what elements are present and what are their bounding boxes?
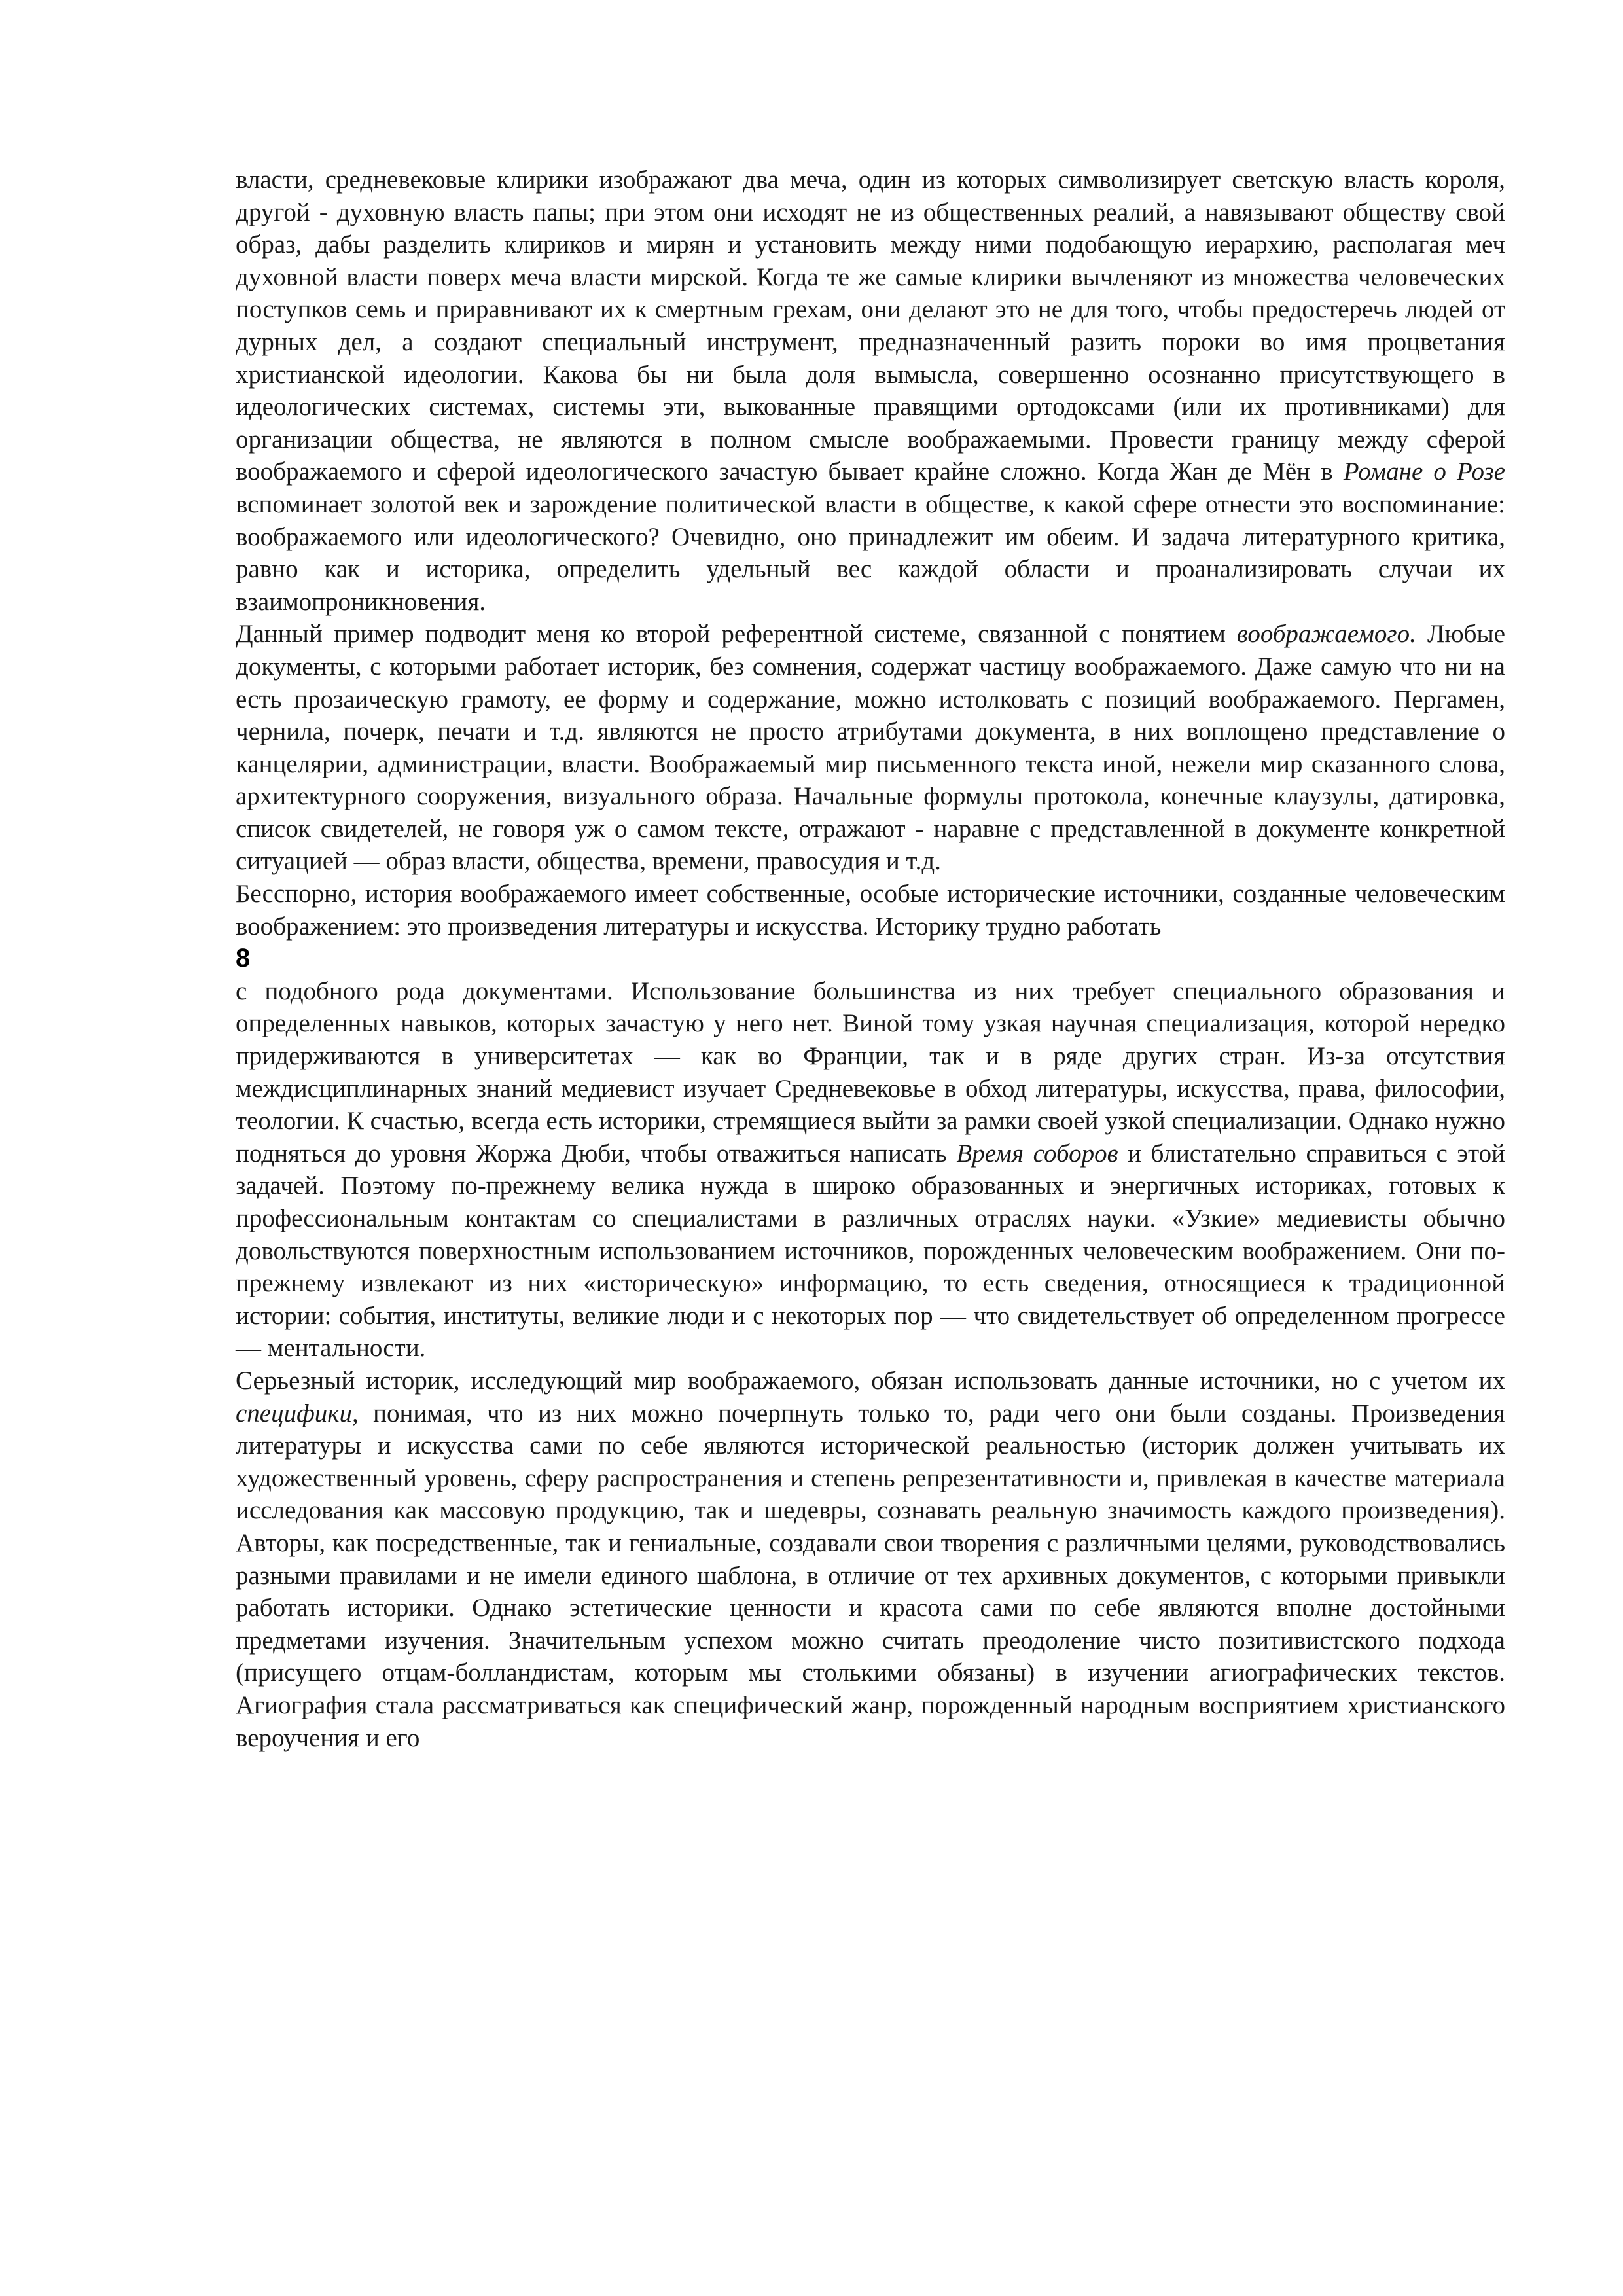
italic-term-spetsifiki: специфики, — [236, 1399, 359, 1427]
italic-book-title-vremya-soborov: Время соборов — [956, 1139, 1118, 1168]
italic-book-title-roman-o-roze: Романе о Розе — [1343, 457, 1505, 486]
paragraph-5 — [236, 1365, 1505, 1754]
paragraph-2-text-0: Бесспорно, история воображаемого имеет собственные, особые исторические источники, созданные человеческим воображением: это произведения литературы и искусства. Историку трудно работать — [236, 880, 1505, 941]
paragraph-0-text-2: вспоминает золотой век и зарождение политической власти в обществе, к какой сфере отнести это воспоминание: воображаемого или идеологического? Очевидно, оно принадлежит им обеим. И задача литературного критика, равно как и историка, определить удельный вес каждой области и проанализировать случаи их взаимопроникновения. — [236, 490, 1505, 616]
paragraph-5-text-0: Серьезный историк, исследующий мир воображаемого, обязан использовать данные источники, но с учетом их — [236, 1366, 1505, 1395]
italic-term-voobrazhaemogo: воображаемого. — [1236, 620, 1416, 649]
paragraph-1-text-0: Данный пример подводит меня ко второй референтной системе, связанной с понятием — [236, 620, 1237, 649]
paragraph-0-text-0: власти, средневековые клирики изображают два меча, один из которых символизирует светскую власть короля, другой - духовную власть папы; при этом они исходят не из общественных реалий, а навязывают обществу свой образ, дабы разделить клириков и мирян и установить между ними подобающую иерархию, располагая меч духовной власти поверх меча власти мирской. Когда те же самые клирики вычленяют из множества человеческих поступков семь и приравнивают их к смертным грехам, они делают это не для того, чтобы предостеречь людей от дурных дел, а создают специальный инструмент, предназначенный разить пороки во имя процветания христианской идеологии. Какова бы ни была доля вымысла, совершенно осознанно присутствующего в идеологических системах, системы эти, выкованные правящими ортодоксами (или их противниками) для организации общества, не являются в полном смысле воображаемыми. Провести границу между сферой воображаемого и сферой идеологического зачастую бывает крайне сложно. Когда Жан де Мён в — [236, 166, 1505, 486]
paragraph-1-text-2: Любые документы, с которыми работает историк, без сомнения, содержат частицу воображаемого. Даже самую что ни на есть прозаическую грамоту, ее форму и содержание, можно истолковать с позиций воображаемого. Пергамен, чернила, почерк, печати и т.д. являются не просто атрибутами документа, в них воплощено представление о канцелярии, администрации, власти. Воображаемый мир письменного текста иной, нежели мир сказанного слова, архитектурного сооружения, визуального образа. Начальные формулы протокола, конечные клаузулы, датировка, список свидетелей, не говоря уж о самом тексте, отражают - наравне с представленной в документе конкретной ситуацией — образ власти, общества, времени, правосудия и т.д. — [236, 620, 1506, 876]
paragraph-4 — [236, 975, 1505, 1365]
document-page — [236, 164, 1505, 1754]
paragraph-1 — [236, 618, 1505, 878]
paragraph-5-text-2: понимая, что из них можно почерпнуть только то, ради чего они были созданы. Произведения литературы и искусства сами по себе являются исторической реальностью (историк должен учитывать их художественный уровень, сферу распространения и степень репрезентативности и, привлекая в качестве материала исследования как массовую продукцию, так и шедевры, сознавать реальную значимость каждого произведения). Авторы, как посредственные, так и гениальные, создавали свои творения с различными целями, руководствовались разными правилами и не имели единого шаблона, в отличие от тех архивных документов, с которыми привыкли работать историки. Однако эстетические ценности и красота сами по себе являются вполне достойными предметами изучения. Значительным успехом можно считать преодоление чисто позитивистского подхода (присущего отцам-болландистам, которым мы столькими обязаны) в изучении агиографических текстов. Агиография стала рассматриваться как специфический жанр, порожденный народным восприятием христианского вероучения и его — [236, 1399, 1505, 1752]
paragraph-4-text-0: с подобного рода документами. Использование большинства из них требует специального образования и определенных навыков, которых зачастую у него нет. Виной тому узкая научная специализация, которой нередко придерживаются в университетах — как во Франции, так и в ряде других стран. Из-за отсутствия междисциплинарных знаний медиевист изучает Средневековье в обход литературы, искусства, права, философии, теологии. К счастью, всегда есть историки, стремящиеся выйти за рамки своей узкой специализации. Однако нужно подняться до уровня Жоржа Дюби, чтобы отважиться написать — [236, 977, 1505, 1168]
paragraph-4-text-2: и блистательно справиться с этой задачей. Поэтому по-прежнему велика нужда в широко образованных и энергичных историках, готовых к профессиональным контактам со специалистами в различных отраслях науки. «Узкие» медиевисты обычно довольствуются поверхностным использованием источников, порожденных человеческим воображением. Они по-прежнему извлекают из них «историческую» информацию, то есть сведения, относящиеся к традиционной истории: события, институты, великие люди и с некоторых пор — что свидетельствует об определенном прогрессе — ментальности. — [236, 1139, 1505, 1363]
paragraph-2 — [236, 878, 1505, 942]
paragraph-0 — [236, 164, 1505, 618]
page-number: 8 — [236, 944, 251, 973]
